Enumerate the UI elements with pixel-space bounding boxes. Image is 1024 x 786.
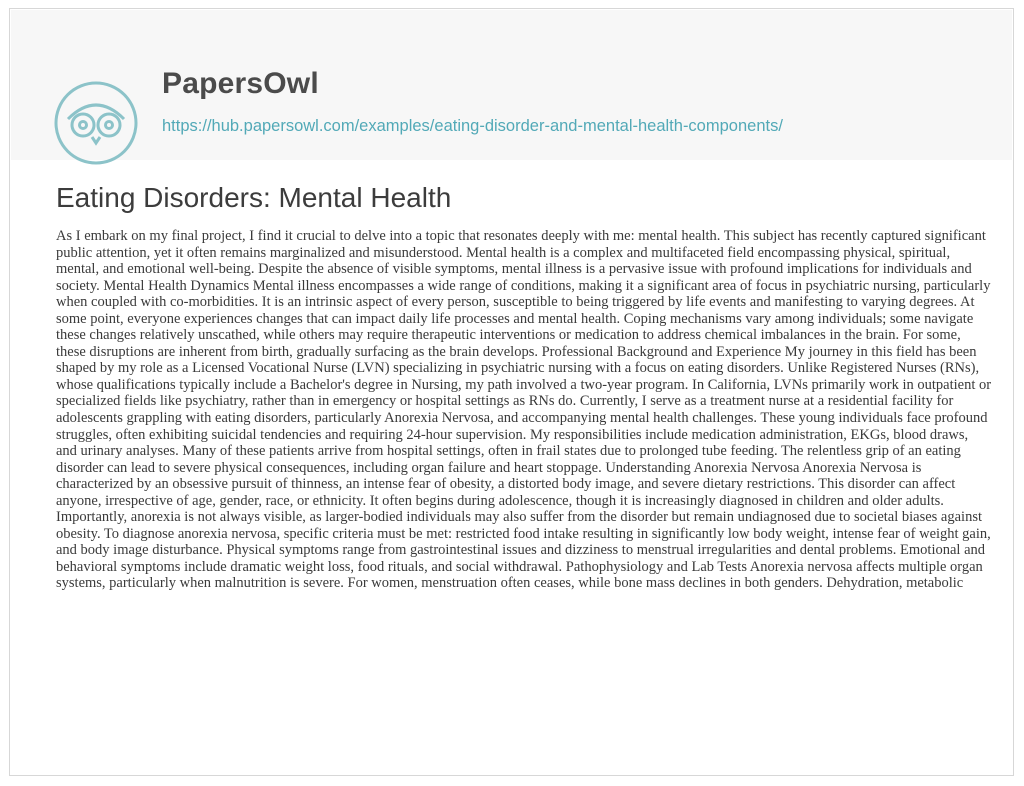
page-frame [9,8,1014,776]
brand-name: PapersOwl [162,67,319,100]
source-url-link[interactable]: https://hub.papersowl.com/examples/eating-disorder-and-mental-health-components/ [162,117,783,135]
page-title: Eating Disorders: Mental Health [56,182,452,213]
document-body: As I embark on my final project, I find it crucial to delve into a topic that resonates deeply with me: mental health. This subject has recently captured significant public attention, yet it often remains marginalized and misunderstood. Mental health is a complex and multifaceted field encompassing physical, spiritual, mental, and emotional well-being. Despite the absence of visible symptoms, mental illness is a pervasive issue with profound implications for individuals and society. Mental Health Dynamics Mental illness encompasses a wide range of conditions, making it a significant area of focus in psychiatric nursing, particularly when coupled with co-morbidities. It is an intrinsic aspect of every person, susceptible to being triggered by life events and manifesting to varying degrees. At some point, everyone experiences changes that can impact daily life processes and mental health. Coping mechanisms vary among individuals; some navigate these changes relatively unscathed, while others may require therapeutic interventions or medication to address chemical imbalances in the brain. For some, these disruptions are inherent from birth, gradually surfacing as the brain develops. Professional Background and Experience My journey in this field has been shaped by my role as a Licensed Vocational Nurse (LVN) specializing in psychiatric nursing with a focus on eating disorders. Unlike Registered Nurses (RNs), whose qualifications typically include a Bachelor's degree in Nursing, my path involved a two-year program. In California, LVNs primarily work in outpatient or specialized fields like psychiatry, rather than in emergency or hospital settings as RNs do. Currently, I serve as a treatment nurse at a residential facility for adolescents grappling with eating disorders, particularly Anorexia Nervosa, and accompanying mental health challenges. These young individuals face profound struggles, often exhibiting suicidal tendencies and requiring 24-hour supervision. My responsibilities include medication administration, EKGs, blood draws, and urinary analyses. Many of these patients arrive from hospital settings, often in frail states due to prolonged tube feeding. The relentless grip of an eating disorder can lead to severe physical consequences, including organ failure and heart stoppage. Understanding Anorexia Nervosa Anorexia Nervosa is characterized by an obsessive pursuit of thinness, an intense fear of obesity, a distorted body image, and severe dietary restrictions. This disorder can affect anyone, irrespective of age, gender, race, or ethnicity. It often begins during adolescence, though it is increasingly diagnosed in children and older adults. Importantly, anorexia is not always visible, as larger-bodied individuals may also suffer from the disorder but remain undiagnosed due to societal biases against obesity. To diagnose anorexia nervosa, specific criteria must be met: restricted food intake resulting in significantly low body weight, intense fear of weight gain, and body image disturbance. Physical symptoms range from gastrointestinal issues and dizziness to menstrual irregularities and dental problems. Emotional and behavioral symptoms include dramatic weight loss, food rituals, and social withdrawal. Pathophysiology and Lab Tests Anorexia nervosa affects multiple organ systems, particularly when malnutrition is severe. For women, menstruation often ceases, while bone mass declines in both genders. Dehydration, metabolic [56,228,992,592]
owl-eyes-logo-icon [52,79,140,167]
